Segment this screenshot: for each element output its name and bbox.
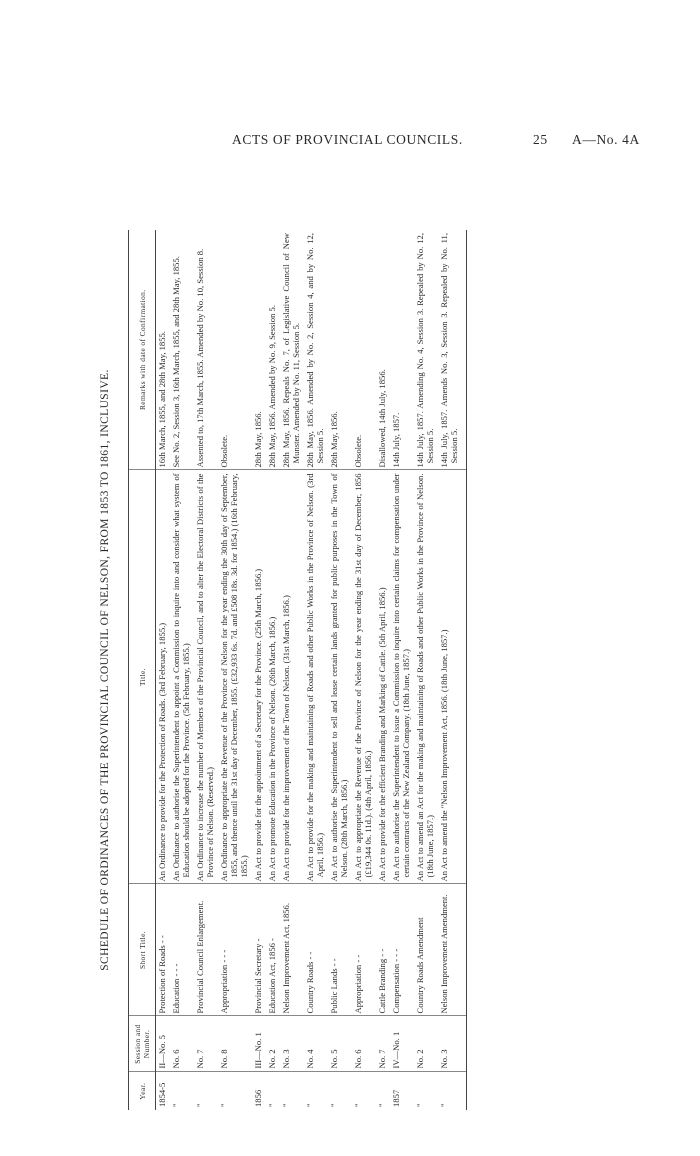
col-header-session: Session and Number. [129,1016,156,1072]
cell-session: No. 3 [438,1016,462,1072]
cell-year: " [219,1103,229,1107]
table-row [252,230,266,1110]
table-bottom-rule [462,230,467,1110]
rotated-schedule [100,230,570,1110]
cell-short-title: Provincial Council Enlargement. [194,884,218,1016]
page-header [0,132,700,154]
cell-year: " [171,1103,181,1107]
cell-session: No. 4 [304,1016,328,1072]
col-header-remarks: Remarks with date of Confirmation. [129,230,156,470]
cell-remarks: 14th July, 1857. Amends No. 3, Session 3. Repealed by No. 11, Session 5. [438,230,462,470]
schedule-title: SCHEDULE OF ORDINANCES OF THE PROVINCIAL COUNCIL OF NELSON, FROM 1853 TO 1861, INCLUSIVE. [99,369,111,971]
col-header-title: Title. [129,470,156,884]
cell-title: An Act to provide for the appointment of a Secretary for the Province. (25th March, 1856.) [252,470,266,884]
cell-session: No. 7 [194,1016,218,1072]
table-row [218,230,252,1110]
rule-cell [462,884,467,1016]
cell-short-title: Public Lands - - [328,884,352,1016]
cell-session: II—No. 5 [156,1016,171,1072]
table-row [352,230,376,1110]
table-row [280,230,304,1110]
rule-cell [462,230,467,470]
cell-remarks: 14th July, 1857. [390,230,414,470]
table-header-row [129,230,156,1110]
cell-remarks: See No. 2, Session 3, 16th March, 1855, and 28th May, 1855. [170,230,194,470]
cell-session: No. 7 [376,1016,390,1072]
cell-year: " [415,1103,425,1107]
col-header-short-title: Short Title. [129,884,156,1016]
cell-short-title: Compensation - - - [390,884,414,1016]
table-row [304,230,328,1110]
table-row [266,230,280,1110]
rule-cell [462,470,467,884]
cell-title: An Ordinance to increase the number of Members of the Provincial Council, and to alter the Electoral Districts of the Province of Nelson. (Reserved.) [194,470,218,884]
cell-session: No. 3 [280,1016,304,1072]
cell-title: An Act to provide for the improvement of the Town of Nelson. (31st March, 1856.) [280,470,304,884]
cell-title: An Ordinance to provide for the Protection of Roads. (3rd February, 1855.) [156,470,171,884]
cell-remarks: Disallowed, 14th July, 1856. [376,230,390,470]
cell-short-title: Provincial Secretary - [252,884,266,1016]
table-row [376,230,390,1110]
cell-year: " [329,1103,339,1107]
rule-cell [462,1016,467,1072]
cell-session: IV—No. 1 [390,1016,414,1072]
cell-session: III—No. 1 [252,1016,266,1072]
cell-short-title: Education - - - [170,884,194,1016]
table-row [170,230,194,1110]
cell-year: " [195,1103,205,1107]
cell-session: No. 8 [218,1016,252,1072]
document-number: A—No. 4A [572,132,640,147]
cell-remarks: 14th July, 1857. Amending No. 4, Session 3. Repealed by No. 12, Session 5. [414,230,438,470]
cell-year: " [305,1103,315,1107]
cell-year: " [353,1103,363,1107]
cell-remarks: 28th May, 1856. [252,230,266,470]
cell-year: " [281,1103,291,1107]
cell-year: " [267,1103,277,1107]
cell-remarks: Obsolete. [352,230,376,470]
table-row [438,230,462,1110]
cell-title: An Act to promote Education in the Province of Nelson. (26th March, 1856.) [266,470,280,884]
cell-remarks: 28th May, 1856. Amended by No. 9, Session 5. [266,230,280,470]
col-header-year: Year. [129,1072,156,1110]
cell-title: An Act to amend an Act for the making and maintaining of Roads and other Public Works in the Province of Nelson. (18th June, 1857.) [414,470,438,884]
cell-session: No. 6 [170,1016,194,1072]
cell-remarks: Assented to, 17th March, 1855. Amended by No. 10, Session 8. [194,230,218,470]
table-row [414,230,438,1110]
cell-short-title: Appropriation - - - [218,884,252,1016]
cell-short-title: Nelson Improvement Amendment. [438,884,462,1016]
cell-remarks: Obsolete. [218,230,252,470]
cell-title: An Act to authorise the Superintendent to issue a Commission to inquire into certain claims for compensation under certain contracts of the New Zealand Company. (18th June, 1857.) [390,470,414,884]
cell-session: No. 2 [266,1016,280,1072]
cell-short-title: Country Roads Amendment [414,884,438,1016]
cell-short-title: Education Act, 1856 - [266,884,280,1016]
table-row [328,230,352,1110]
cell-year: " [439,1103,449,1107]
cell-session: No. 6 [352,1016,376,1072]
cell-title: An Ordinance to authorise the Superintendent to appoint a Commission to inquire into and consider what system of Education should be adopted for the Province. (5th February, 1855.) [170,470,194,884]
cell-session: No. 5 [328,1016,352,1072]
cell-title: An Act to provide for the efficient Branding and Marking of Cattle. (5th April, 1856.) [376,470,390,884]
running-title: ACTS OF PROVINCIAL COUNCILS. [232,132,463,147]
cell-short-title: Appropriation - - [352,884,376,1016]
page-number: 25 [533,132,548,147]
cell-short-title: Protection of Roads - - [156,884,171,1016]
cell-title: An Act to authorise the Superintendent to sell and lease certain lands granted for public purposes in the Town of Nelson. (28th March, 1856.) [328,470,352,884]
cell-session: No. 2 [414,1016,438,1072]
cell-title: An Act to amend the "Nelson Improvement Act, 1856. (18th June, 1857.) [438,470,462,884]
cell-year: " [377,1103,387,1107]
cell-remarks: 28th May, 1856. Amended by No. 2, Session 4, and by No. 12, Session 5. [304,230,328,470]
cell-remarks: 16th March, 1855, and 28th May, 1855. [156,230,171,470]
cell-short-title: Country Roads - - [304,884,328,1016]
table-row [390,230,414,1110]
cell-year: 1857 [391,1089,401,1107]
cell-title: An Act to appropriate the Revenue of the Province of Nelson for the year ending the 31st day of December, 1856 (£19,344 0s. 11d.). (4th April, 1856.) [352,470,376,884]
cell-short-title: Nelson Improvement Act, 1856. [280,884,304,1016]
ordinance-table [128,230,467,1110]
cell-year: 1854-5 [157,1082,167,1107]
cell-remarks: 28th May, 1856. Repeals No. 7, of Legislative Council of New Munster. Amended by No. 11, Session 5. [280,230,304,470]
cell-short-title: Cattle Branding - - [376,884,390,1016]
table-row [156,230,171,1110]
cell-title: An Ordinance to appropriate the Revenue of the Province of Nelson for the year ending the 30th day of September, 1855, and thence until the 31st day of December, 1855. (£32,933 6s. 7d. and £508 18s. 3d. for 1854.) (16th February, 1855.) [218,470,252,884]
rule-cell [462,1072,467,1110]
cell-remarks: 28th May, 1856. [328,230,352,470]
cell-year: 1856 [253,1089,263,1107]
table-row [194,230,218,1110]
cell-title: An Act to provide for the making and maintaining of Roads and other Public Works in the Province of Nelson. (3rd April, 1856.) [304,470,328,884]
